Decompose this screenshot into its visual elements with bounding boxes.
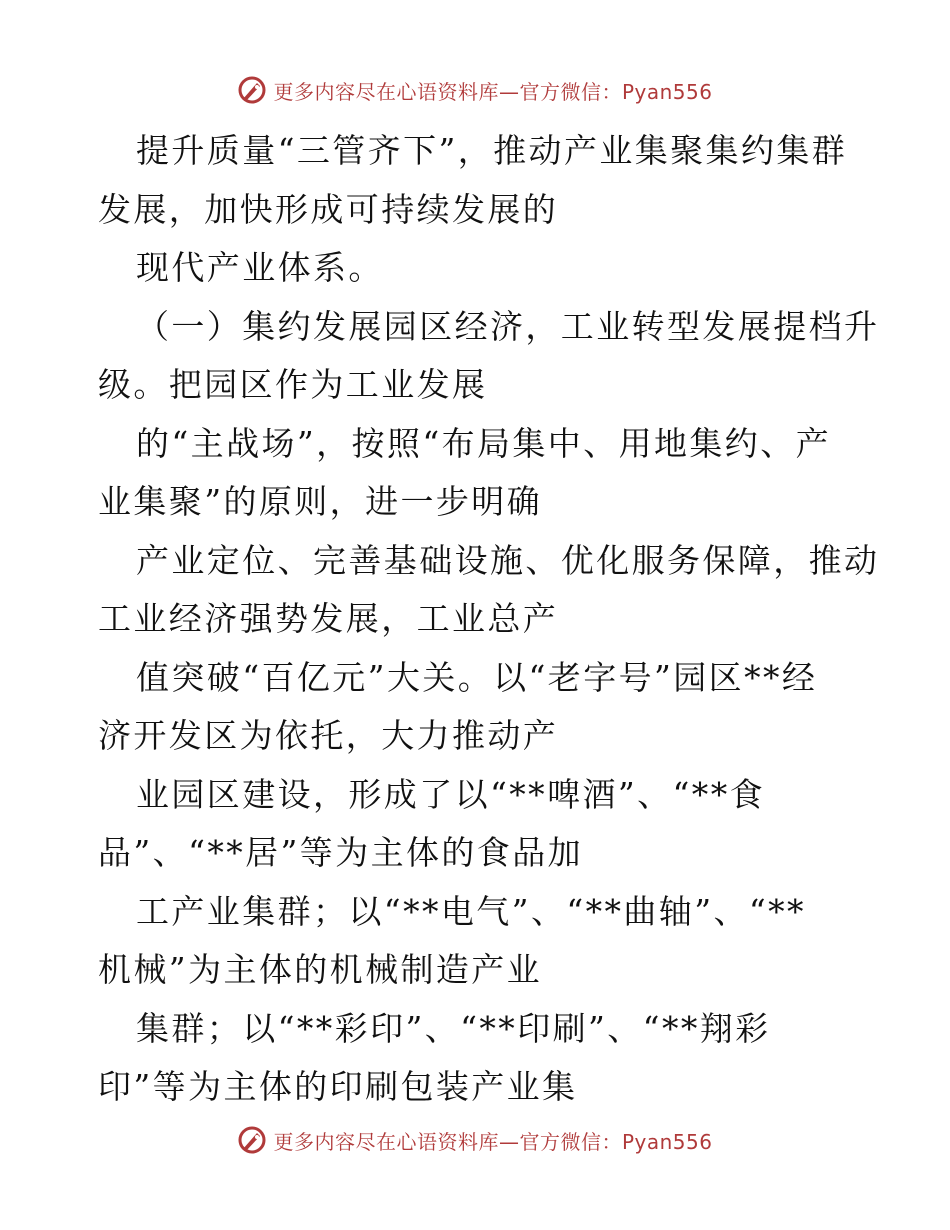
text-line: 济开发区为依托，大力推动产 — [98, 716, 559, 755]
pen-circle-logo-icon — [237, 75, 267, 105]
text-line: 品”、“**居”等为主体的食品加 — [98, 833, 584, 872]
text-line: （一）集约发展园区经济，工业转型发展提档升 — [136, 306, 880, 346]
text-line: 级。把园区作为工业发展 — [98, 365, 488, 404]
footer-watermark — [0, 1120, 950, 1160]
text-line: 工产业集群；以“**电气”、“**曲轴”、“** — [136, 891, 806, 931]
text-line: 提升质量“三管齐下”，推动产业集聚集约集群 — [136, 131, 848, 170]
text-line: 印”等为主体的印刷包装产业集 — [98, 1067, 578, 1106]
document-body — [98, 122, 880, 1117]
watermark-text: 更多内容尽在心语资料库—官方微信：Pyan556 — [273, 79, 713, 104]
pen-circle-logo-icon — [237, 1125, 267, 1155]
text-line: 业园区建设，形成了以“**啤酒”、“**食 — [136, 774, 766, 814]
header-watermark — [0, 70, 950, 110]
text-line: 集群；以“**彩印”、“**印刷”、“**翔彩 — [136, 1008, 771, 1048]
text-line: 工业经济强势发展，工业总产 — [98, 599, 559, 638]
text-line: 发展，加快形成可持续发展的 — [98, 189, 559, 229]
text-line: 业集聚”的原则，进一步明确 — [98, 482, 543, 521]
text-line: 值突破“百亿元”大关。以“老字号”园区**经 — [136, 657, 818, 697]
text-line: 产业定位、完善基础设施、优化服务保障，推动 — [136, 540, 880, 580]
text-line: 机械”为主体的机械制造产业 — [98, 950, 543, 989]
text-line: 的“主战场”，按照“布局集中、用地集约、产 — [136, 423, 832, 463]
text-line: 现代产业体系。 — [136, 248, 384, 287]
watermark-text: 更多内容尽在心语资料库—官方微信：Pyan556 — [273, 1129, 713, 1154]
